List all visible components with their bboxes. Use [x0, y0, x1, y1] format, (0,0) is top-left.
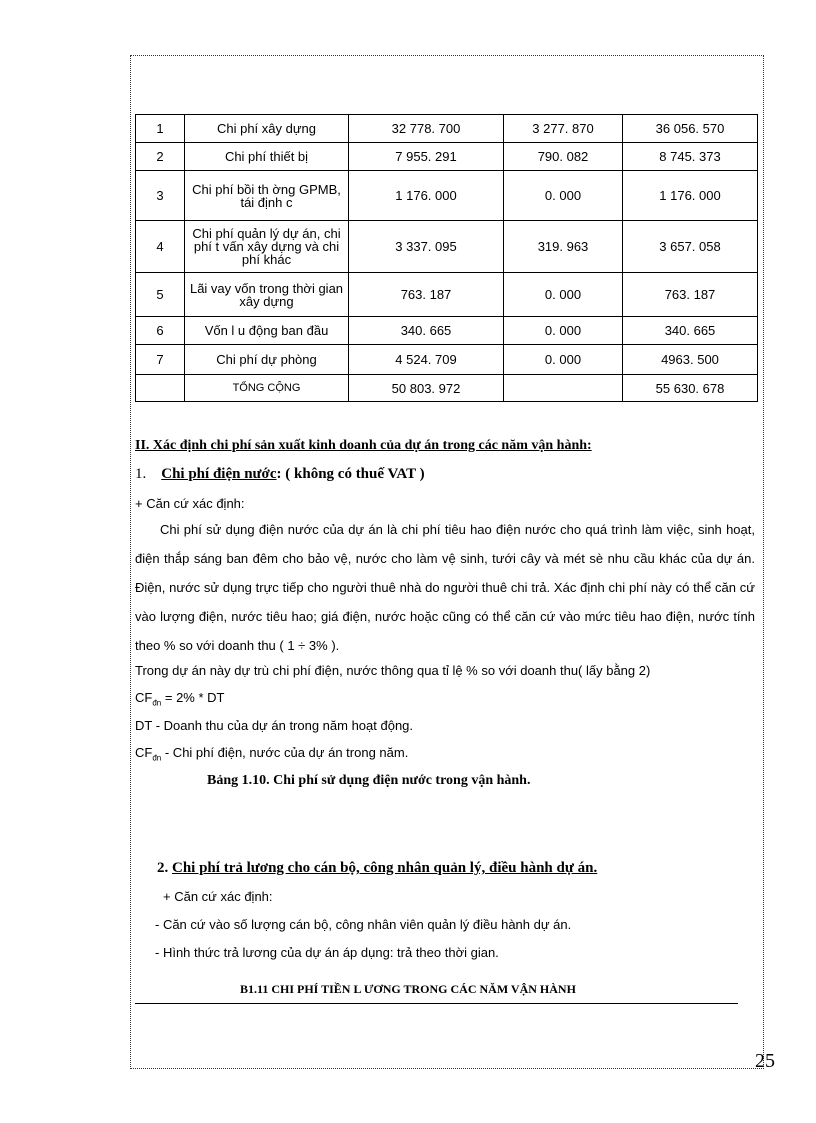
row-item: Chi phí thiết bị — [185, 143, 349, 171]
page-number: 25 — [755, 1050, 775, 1072]
row-number: 7 — [136, 345, 185, 375]
table-row — [136, 143, 758, 171]
row-vat: 0. 000 — [504, 171, 623, 221]
row-item: Vốn l u động ban đầu — [185, 317, 349, 345]
formula: $CF_{đn} = 2\%$ * DT — [135, 690, 225, 708]
table-row — [136, 171, 758, 221]
row-vat: 319. 963 — [504, 221, 623, 273]
section-heading: II. Xác định chi phí sản xuất kinh doanh của dự án trong các năm vận hành: — [135, 438, 592, 453]
total-before-vat: 50 803. 972 — [349, 375, 504, 402]
row-number: 3 — [136, 171, 185, 221]
row-number: 2 — [136, 143, 185, 171]
table-total-row — [136, 375, 758, 402]
row-vat: 0. 000 — [504, 345, 623, 375]
item-2-heading: 2. Chi phí trả lương cho cán bộ, công nhân quản lý, điều hành dự án. — [157, 860, 598, 876]
row-after-vat: 763. 187 — [623, 273, 758, 317]
row-vat: 3 277. 870 — [504, 115, 623, 143]
row-item: Chi phí quản lý dự án, chi phí t vấn xây dựng và chi phí khác — [185, 221, 349, 273]
investment-cost-table — [135, 114, 758, 402]
row-number: 4 — [136, 221, 185, 273]
table-row — [136, 317, 758, 345]
row-after-vat: 3 657. 058 — [623, 221, 758, 273]
row-before-vat: 1 176. 000 — [349, 171, 504, 221]
basis-1: + Căn cứ xác định: — [135, 496, 245, 511]
table-row — [136, 345, 758, 375]
row-before-vat: 763. 187 — [349, 273, 504, 317]
row-vat: 0. 000 — [504, 317, 623, 345]
row-vat: 790. 082 — [504, 143, 623, 171]
row-item: Chi phí dự phòng — [185, 345, 349, 375]
row-before-vat: 3 337. 095 — [349, 221, 504, 273]
divider — [135, 1003, 738, 1004]
table-row — [136, 273, 758, 317]
row-item: Chi phí bồi th ờng GPMB, tái định c — [185, 171, 349, 221]
table-row — [136, 221, 758, 273]
dt-definition: DT - Doanh thu của dự án trong năm hoạt động. — [135, 718, 414, 733]
row-after-vat: 36 056. 570 — [623, 115, 758, 143]
row-number: 5 — [136, 273, 185, 317]
row-before-vat: 340. 665 — [349, 317, 504, 345]
row-before-vat: 32 778. 700 — [349, 115, 504, 143]
row-item: Lãi vay vốn trong thời gian xây dựng — [185, 273, 349, 317]
row-number: 6 — [136, 317, 185, 345]
row-after-vat: 340. 665 — [623, 317, 758, 345]
table-caption-1-11: B1.11 CHI PHÍ TIỀN L ƯƠNG TRONG CÁC NĂM VẬN HÀNH — [240, 982, 576, 996]
paragraph-1: Chi phí sử dụng điện nước của dự án là chi phí tiêu hao điện nước cho quá trình làm việc, sinh hoạt, điện thắp sáng ban đêm cho bảo vệ, nước cho làm vệ sinh, tưới cây và mét sè nhu cầu khác của dự án. Điện, nước sử dụng trực tiếp cho người thuê nhà do người thuê chi trả. Xác định chi phí này có thể căn cứ vào lượng điện, nước tiêu hao; giá điện, nước hoặc cũng có thể căn cứ vào mức tiêu hao điện, nước tính theo % so với doanh thu ( 1 ÷ 3% ). — [135, 522, 755, 653]
row-before-vat: 7 955. 291 — [349, 143, 504, 171]
row-after-vat: 1 176. 000 — [623, 171, 758, 221]
row-item: Chi phí xây dựng — [185, 115, 349, 143]
cf-definition: $CF_{đn}$ - Chi phí điện, nước của dự án trong năm. — [135, 745, 409, 763]
bullet-1: - Căn cứ vào số lượng cán bộ, công nhân viên quản lý điều hành dự án. — [155, 917, 572, 932]
basis-2: + Căn cứ xác định: — [163, 889, 273, 904]
row-before-vat: 4 524. 709 — [349, 345, 504, 375]
total-vat — [504, 375, 623, 402]
bullet-2: - Hình thức trả lương của dự án áp dụng: trả theo thời gian. — [155, 945, 499, 960]
total-after-vat: 55 630. 678 — [623, 375, 758, 402]
total-label: TỔNG CỘNG — [185, 375, 349, 402]
item-1-heading: 1. Chi phí điện nước: ( không có thuế VAT ) — [135, 466, 425, 482]
total-blank — [136, 375, 185, 402]
table-caption-1-10: Bảng 1.10. Chi phí sử dụng điện nước trong vận hành. — [207, 773, 531, 788]
row-number: 1 — [136, 115, 185, 143]
row-after-vat: 8 745. 373 — [623, 143, 758, 171]
row-after-vat: 4963. 500 — [623, 345, 758, 375]
paragraph-2: Trong dự án này dự trù chi phí điện, nước thông qua tỉ lệ % so với doanh thu( lấy bằng 2) — [135, 663, 651, 678]
row-vat: 0. 000 — [504, 273, 623, 317]
table-row — [136, 115, 758, 143]
